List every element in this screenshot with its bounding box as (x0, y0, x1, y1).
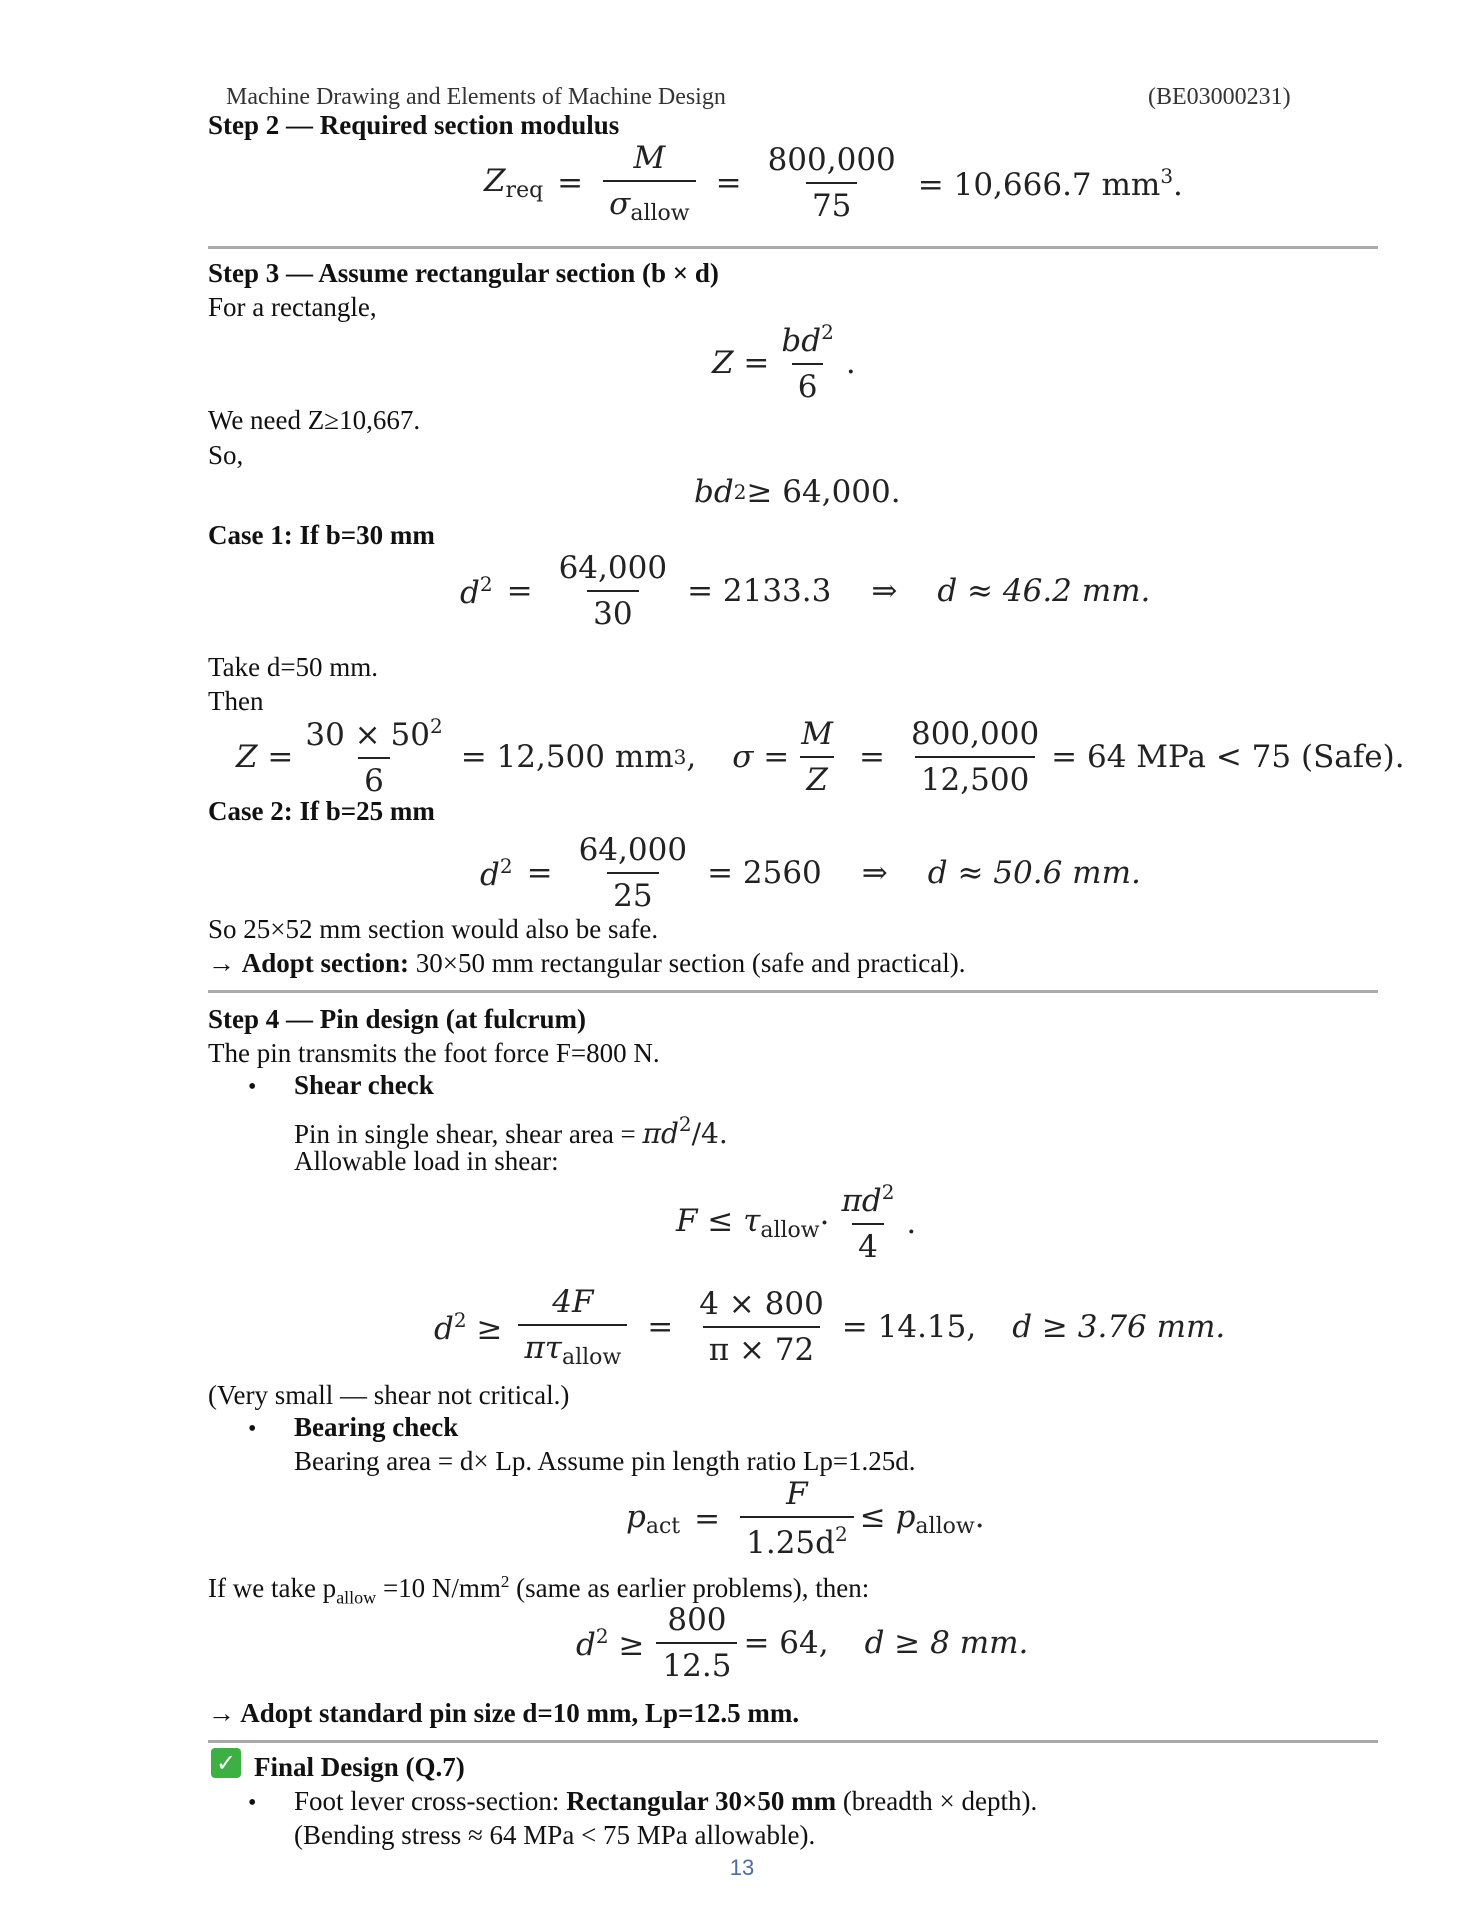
shear-load-equation: $F \le \tau_{allow}$ · $\frac{\pi d^2}{4}$ . (676, 1180, 917, 1265)
check-mark-icon: ✓ (211, 1748, 241, 1778)
bullet: • (248, 1790, 257, 1816)
take-d: Take d=50 mm. (208, 652, 379, 682)
then-text: Then (208, 686, 264, 716)
need-text: We need Z≥10,667. (208, 405, 421, 435)
step2-heading: Step 2 — Required section modulus (208, 110, 620, 140)
allowable-load-text: Allowable load in shear: (294, 1146, 559, 1176)
header-code: (BE03000231) (1148, 84, 1291, 110)
bullet: • (248, 1074, 257, 1100)
also-safe: So 25×52 mm section would also be safe. (208, 914, 659, 944)
shear-diameter-equation: $d^2$ ≥ $\frac{4F}{\pi\tau_{allow}}$ = $\frac{4 \times 800}{\pi \times 72}$ = 14.15, d ≥ 3.76 mm. (434, 1284, 1226, 1370)
stress-check-equation: Z = $\frac{30 \times 50^2}{6}$ = 12,500 mm 3 , σ = $\frac{M}{Z}$ = $\frac{800,000}{12,500}$ = 64 MPa < 75 (Safe). (236, 714, 1405, 799)
adopt-pin-size: → Adopt standard pin size d=10 mm, Lp=12.5 mm. (208, 1698, 800, 1728)
step3-heading: Step 3 — Assume rectangular section (b × d) (208, 258, 719, 288)
final-item-bending-stress: (Bending stress ≈ 64 MPa < 75 MPa allowable). (294, 1820, 816, 1850)
bearing-pressure-equation: $p_{act}$ = $\frac{F}{1.25d^2}$ ≤ $p_{allow}$. (626, 1476, 985, 1561)
allowable-pressure-text: If we take $p_{allow} =10$ $N/mm^2$ (same as earlier problems), then: (208, 1572, 870, 1608)
case1-heading: Case 1: If b=30 mm (208, 520, 435, 550)
case2-heading: Case 2: If b=25 mm (208, 796, 435, 826)
divider (208, 990, 1378, 993)
page-number: 13 (729, 1855, 755, 1880)
bearing-area-text: Bearing area = d× Lp. Assume pin length ratio Lp=1.25d. (294, 1446, 916, 1476)
final-design-title: Final Design (Q.7) (254, 1752, 465, 1782)
so-text: So, (208, 440, 244, 470)
bearing-check-title: Bearing check (294, 1412, 459, 1442)
bearing-diameter-equation: $d^2$ ≥ $\frac{800}{12.5}$ = 64, d ≥ 8 mm. (576, 1602, 1029, 1684)
shear-area-text: Pin in single shear, shear area = $\pi d^2/4$. (294, 1112, 728, 1150)
step4-heading: Step 4 — Pin design (at fulcrum) (208, 1004, 586, 1034)
shear-note: (Very small — shear not critical.) (208, 1380, 570, 1410)
case1-equation: $d^2$ = $\frac{64,000}{30}$ = 2133.3 ⇒ d ≈ 46.2 mm. (460, 550, 1151, 632)
divider (208, 246, 1378, 249)
step2-equation: $Z_{req}$ = $\frac{M}{\sigma_{allow}}$ = $\frac{800,000}{75}$ = 10,666.7 $mm^3$. (484, 140, 1183, 226)
step4-intro: The pin transmits the foot force F=800 N. (208, 1038, 660, 1068)
case2-equation: $d^2$ = $\frac{64,000}{25}$ = 2560 ⇒ d ≈ 50.6 mm. (480, 832, 1141, 914)
adopt-section: → Adopt section: 30×50 mm rectangular section (safe and practical). (208, 948, 966, 978)
header-title: Machine Drawing and Elements of Machine Design (226, 84, 726, 110)
divider (208, 1740, 1378, 1743)
shear-check-title: Shear check (294, 1070, 434, 1100)
bullet: • (248, 1416, 257, 1442)
z-formula: Z = $\frac{bd^2}{6}$ . (712, 320, 856, 405)
final-item-cross-section: Foot lever cross-section: Rectangular 30×50 mm (breadth × depth). (294, 1786, 1038, 1816)
step3-intro: For a rectangle, (208, 292, 377, 322)
bd2-inequality: bd 2 ≥ 64,000. (694, 474, 901, 510)
